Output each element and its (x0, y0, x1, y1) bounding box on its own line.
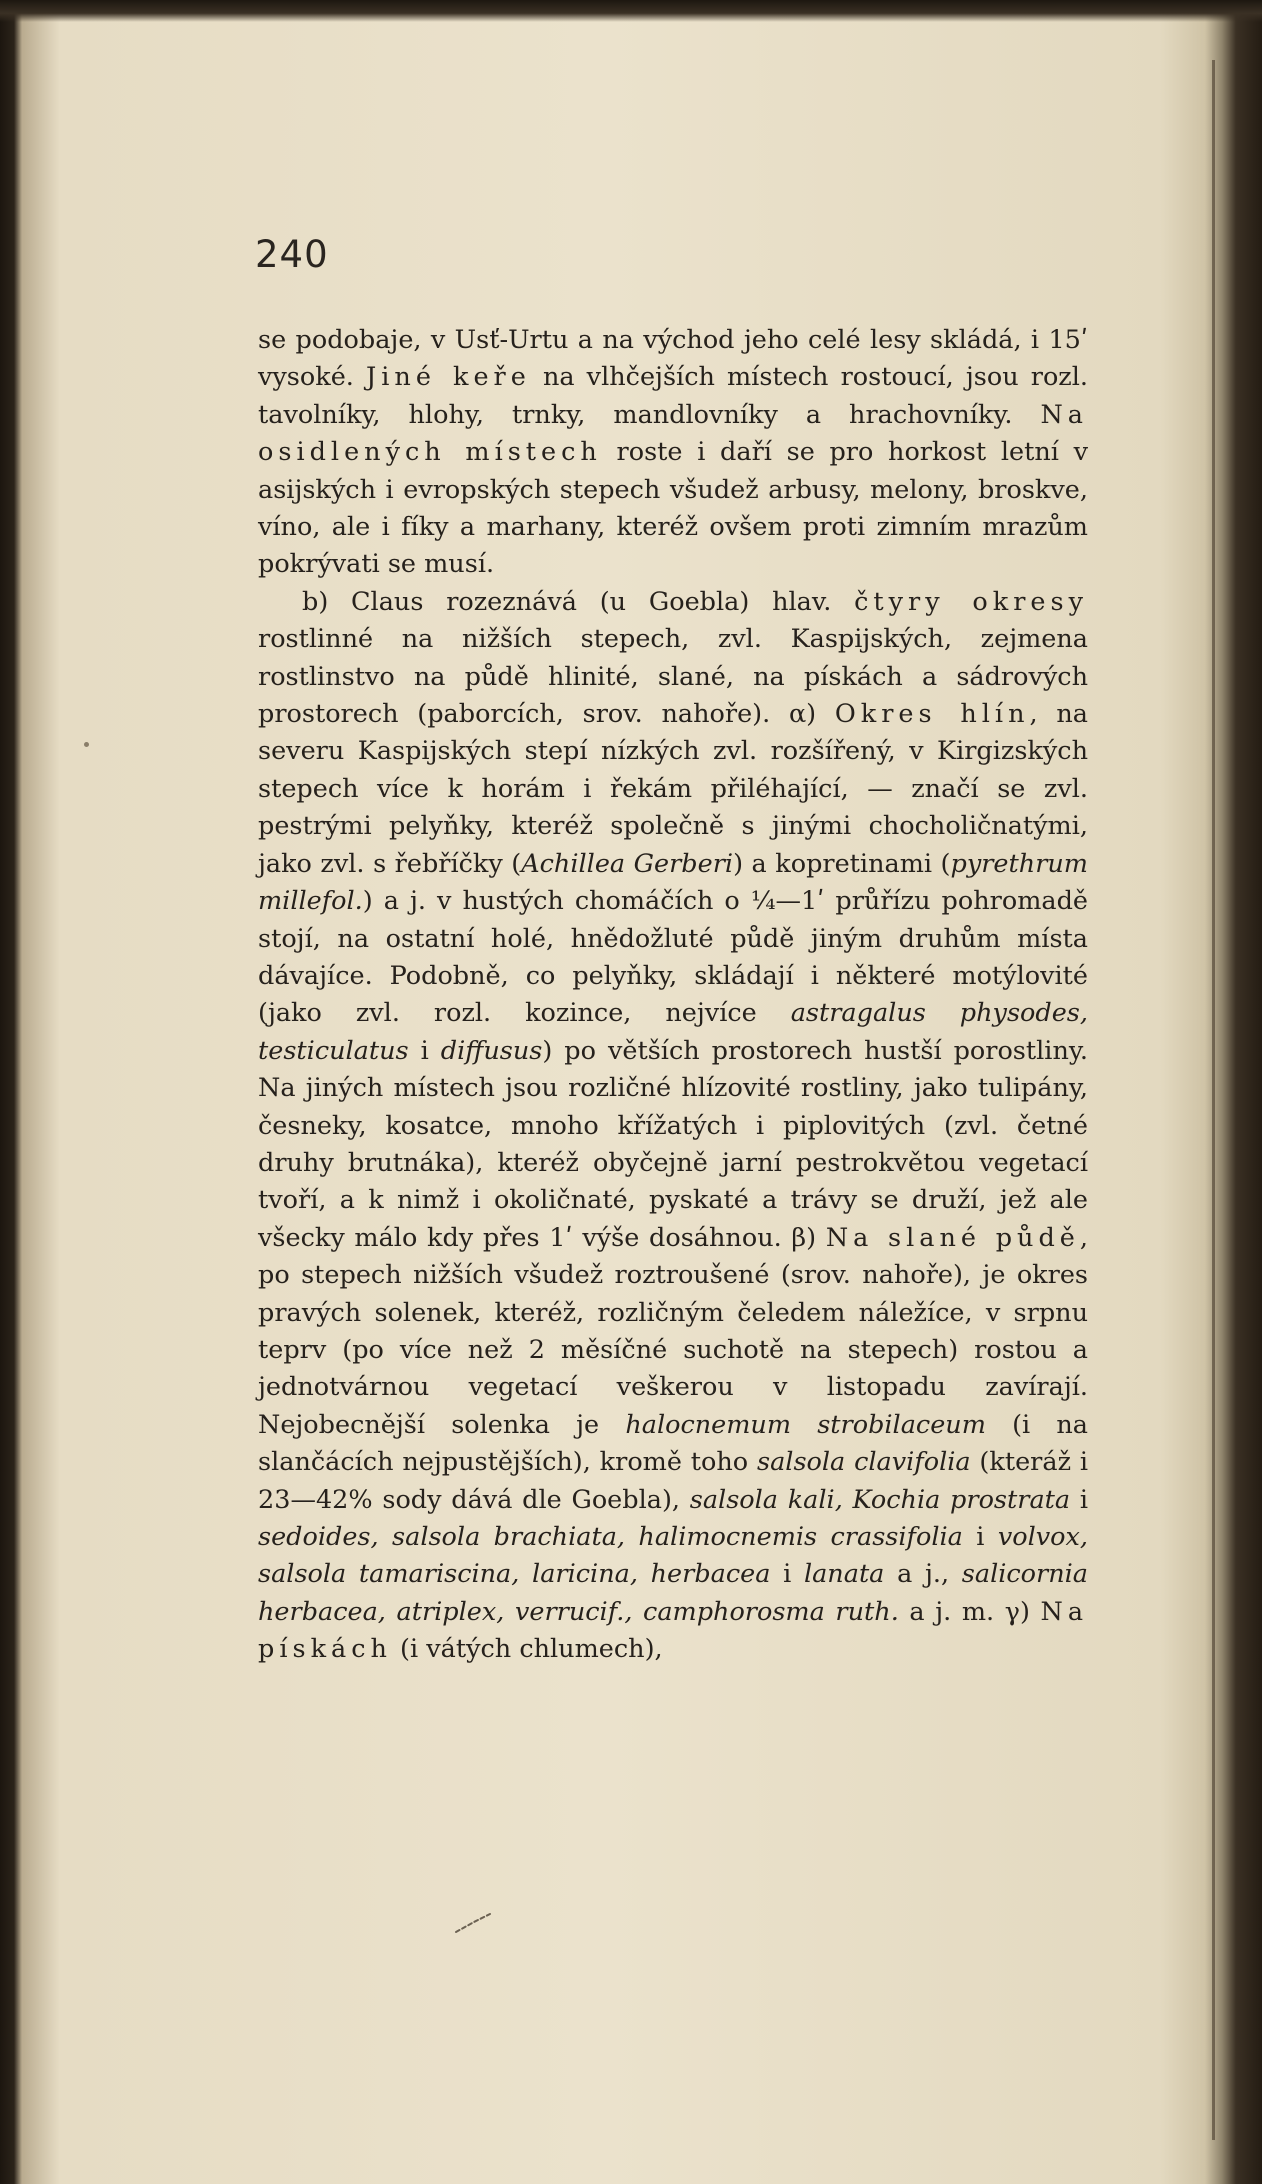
paragraph (258, 322, 1088, 584)
text-run: ) a j. v hustých chomáčích o ¼—1ʹ průřízu pohromadě stojí, na ostatní holé, hnědožluté půdě jiným druhům místa dávajíce. Podobně, co pelyňky, skládají i některé motýlovité (jako zvl. rozl. kozince, nejvíce (258, 886, 1088, 1029)
text-run: (i na slančácích nejpustějších), kromě toho (258, 1409, 1088, 1478)
text-run: ) a kopretinami ( (733, 848, 951, 879)
spaced-emphasis-text: Na osidlených místech (258, 399, 1088, 468)
text-run: , na severu Kaspijských stepí nízkých zvl. rozšířený, v Kirgizských stepech více k horám i řekám přiléhající, — značí se zvl. pestrými pelyňky, kteréž společně s jinými chocholičnatými, jako zvl. s řebříčky ( (258, 699, 1088, 879)
text-run: b) Claus rozeznává (u Goebla) hlav. (302, 586, 855, 617)
italic-text: pyrethrum millefol. (258, 848, 1088, 917)
italic-text: diffusus (440, 1035, 543, 1066)
italic-text: salicornia herbacea, atriplex, verrucif., camphorosma ruth. (258, 1559, 1088, 1627)
page-top-shadow (0, 0, 1262, 22)
binding-gutter-line (1212, 60, 1215, 2140)
spaced-emphasis-text: Okres hlín (834, 699, 1030, 730)
italic-text: sedoides, salsola brachiata, halimocnemis crassifolia (258, 1522, 963, 1552)
paper-speck (84, 742, 89, 747)
italic-text: salsola kali, Kochia prostrata (689, 1484, 1071, 1515)
spaced-emphasis-text: Jiné keře (366, 362, 531, 393)
spaced-emphasis-text: Na slané půdě (825, 1222, 1080, 1253)
text-run: rostlinné na nižších stepech, zvl. Kaspijských, zejmena rostlinstvo na půdě hlinité, slané, na pískách a sádrových prostorech (paborcích, srov. nahoře). α) (258, 624, 1088, 730)
text-run: i (770, 1559, 804, 1590)
text-run: a j., (884, 1559, 962, 1590)
text-run: (kteráž i 23—42% sody dává dle Goebla), (258, 1447, 1088, 1515)
paragraph (258, 584, 1088, 1669)
page-body-text (258, 322, 1088, 1669)
text-run: i (408, 1035, 441, 1066)
text-run: na vlhčejších místech rostoucí, jsou rozl. tavolníky, hlohy, trnky, mandlovníky a hrachovníky. (258, 362, 1088, 430)
text-run: a j. m. γ) (898, 1596, 1041, 1627)
italic-text: salsola clavifolia (757, 1447, 971, 1478)
text-run: (i vátých chlumech), (391, 1634, 663, 1665)
italic-text: volvox, salsola tamariscina, laricina, herbacea (258, 1522, 1088, 1590)
text-run: i (1070, 1484, 1089, 1515)
italic-text: lanata (803, 1559, 885, 1590)
italic-text: Achillea Gerberi (521, 848, 734, 879)
page-number: 240 (255, 233, 329, 276)
italic-text: halocnemum strobilaceum (625, 1409, 986, 1440)
text-run: ) po větších prostorech hustší porostliny. Na jiných místech jsou rozličné hlízovité rostliny, jako tulipány, česneky, kosatce, mnoho křížatých i piplovitých (zvl. četné druhy brutnáka), kteréž obyčejně jarní pestrokvětou vegetací tvoří, a k nimž i okoličnaté, pyskaté a trávy se druží, jež ale všecky málo kdy přes 1ʹ výše dosáhnou. β) (258, 1035, 1088, 1253)
stray-pencil-mark (454, 1912, 492, 1934)
spaced-emphasis-text: čtyry okresy (854, 586, 1088, 617)
text-run: , po stepech nižších všudež roztroušené (srov. nahoře), je okres pravých solenek, kteréž, rozličným čeledem náležíce, v srpnu teprv (po více než 2 měsíčné suchotě na stepech) rostou a jednotvárnou vegetací veškerou v listopadu zavírají. Nejobecnější solenka je (258, 1222, 1088, 1440)
italic-text: astragalus physodes, testiculatus (258, 998, 1088, 1066)
spaced-emphasis-text: Na pískách (258, 1596, 1089, 1665)
text-run: se podobaje, v Usť-Urtu a na východ jeho celé lesy skládá, i 15ʹ vysoké. (258, 325, 1088, 393)
text-run: roste i daří se pro horkost letní v asijských i evropských stepech všudež arbusy, melony, broskve, víno, ale i fíky a marhany, kteréž ovšem proti zimním mrazům pokrývati se musí. (258, 437, 1088, 580)
text-run: i (962, 1522, 998, 1552)
